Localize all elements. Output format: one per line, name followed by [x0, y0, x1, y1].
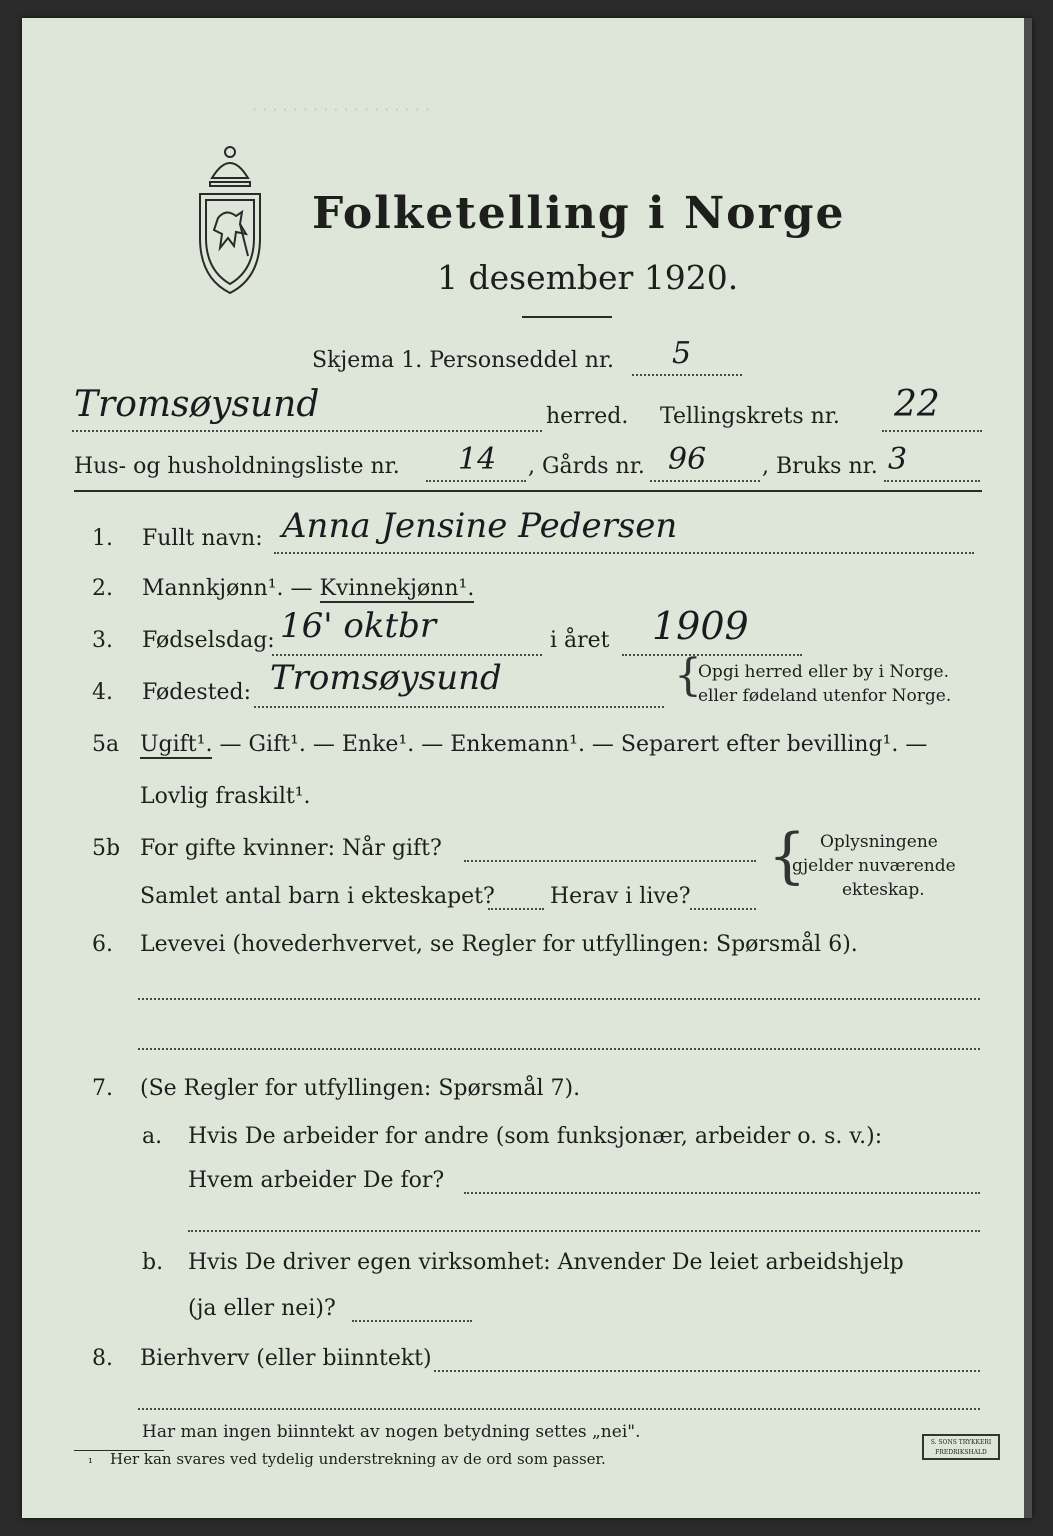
q5b-alive-label: Herav i live? — [550, 884, 691, 909]
gards-label: , Gårds nr. — [528, 454, 645, 479]
bruks-field-line — [884, 480, 980, 482]
herred-value[interactable]: Tromsøysund — [74, 384, 320, 425]
q5b-label: For gifte kvinner: Når gift? — [140, 836, 442, 861]
q1-label: Fullt navn: — [142, 526, 263, 551]
q3-label: Fødselsdag: — [142, 628, 275, 653]
q2-separator: — — [283, 576, 320, 601]
q3-birthday-field-line — [272, 654, 542, 656]
q3-birthday-value[interactable]: 16' oktbr — [280, 606, 437, 646]
q5b-note-line1: Oplysningene — [820, 832, 938, 852]
q4-birthplace-value[interactable]: Tromsøysund — [270, 658, 502, 698]
husholdningsliste-field-line — [426, 480, 526, 482]
q7b-field-line — [352, 1320, 472, 1322]
q7-number: 7. — [92, 1076, 113, 1101]
printer-stamp-line1: S. SONS TRYKKERI — [930, 1439, 992, 1446]
q6-field-line-2 — [138, 1048, 980, 1050]
gards-value[interactable]: 96 — [668, 442, 707, 477]
q2-option-mann[interactable]: Mannkjønn¹. — [142, 576, 284, 601]
q7-label: (Se Regler for utfyllingen: Spørsmål 7). — [140, 1076, 581, 1101]
q5a-line2[interactable]: Lovlig fraskilt¹. — [140, 784, 311, 809]
q3-number: 3. — [92, 628, 113, 653]
q3-year-value[interactable]: 1909 — [652, 604, 749, 648]
printer-stamp — [922, 1434, 1000, 1460]
schema-label: Skjema 1. Personseddel nr. — [312, 348, 615, 373]
husholdningsliste-label: Hus- og husholdningsliste nr. — [74, 454, 400, 479]
q5b-alive-field-line — [690, 908, 756, 910]
q4-field-line — [254, 706, 664, 708]
q6-number: 6. — [92, 932, 113, 957]
q8-field-line-2 — [138, 1408, 980, 1410]
q7a-field-line — [464, 1192, 980, 1194]
q5a-option-ugift-underlined[interactable]: Ugift¹. — [140, 732, 213, 757]
q7b-line2: (ja eller nei)? — [188, 1296, 336, 1321]
q7a-line1: Hvis De arbeider for andre (som funksjonær, arbeider o. s. v.): — [188, 1124, 883, 1149]
q5b-number: 5b — [92, 836, 121, 861]
q5a-other-options[interactable]: — Gift¹. — Enke¹. — Enkemann¹. — Separert efter bevilling¹. — — [212, 732, 928, 757]
tellingskrets-label: Tellingskrets nr. — [660, 404, 840, 429]
q4-label: Fødested: — [142, 680, 252, 705]
q7a-field-line-2 — [188, 1230, 980, 1232]
q5b-note-line2: gjelder nuværende — [792, 856, 956, 876]
bleed-through-text: · · · · · · · · · · · · · · · · · · — [252, 100, 431, 119]
census-form-page — [22, 18, 1032, 1518]
norway-coat-of-arms-icon — [190, 138, 270, 302]
q1-full-name-value[interactable]: Anna Jensine Pedersen — [282, 506, 678, 546]
q1-field-line — [274, 552, 974, 554]
form-date: 1 desember 1920. — [437, 258, 739, 297]
bruks-value[interactable]: 3 — [888, 442, 908, 477]
schema-number-value[interactable]: 5 — [672, 336, 692, 371]
q5a-number: 5a — [92, 732, 120, 757]
q8-number: 8. — [92, 1346, 113, 1371]
q6-label: Levevei (hovederhvervet, se Regler for utfyllingen: Spørsmål 6). — [140, 932, 858, 957]
tellingskrets-value[interactable]: 22 — [894, 384, 940, 425]
q4-note-line1: Opgi herred eller by i Norge. — [698, 662, 949, 682]
q7a-letter: a. — [142, 1124, 163, 1149]
q2-options — [142, 576, 474, 601]
q5a-options — [140, 732, 927, 757]
printer-stamp-line2: FREDRIKSHALD — [935, 1449, 987, 1456]
footer-note: Har man ingen biinntekt av nogen betydning settes „nei". — [142, 1422, 641, 1442]
bruks-label: , Bruks nr. — [762, 454, 878, 479]
q2-option-kvinne-underlined[interactable]: Kvinnekjønn¹. — [319, 576, 475, 601]
form-title: Folketelling i Norge — [312, 188, 846, 239]
q4-number: 4. — [92, 680, 113, 705]
herred-label: herred. — [546, 404, 629, 429]
husholdningsliste-value[interactable]: 14 — [458, 442, 497, 477]
q8-field-line — [434, 1370, 980, 1372]
title-divider — [522, 316, 612, 318]
q5b-note-line3: ekteskap. — [842, 880, 925, 900]
q6-field-line-1 — [138, 998, 980, 1000]
header-divider — [74, 490, 982, 492]
q3-year-label: i året — [550, 628, 610, 653]
q3-year-field-line — [622, 654, 802, 656]
q7b-letter: b. — [142, 1250, 164, 1275]
q5b-children-label: Samlet antal barn i ekteskapet? — [140, 884, 495, 909]
q7b-line1: Hvis De driver egen virksomhet: Anvender De leiet arbeidshjelp — [188, 1250, 904, 1275]
footnote-text: Her kan svares ved tydelig understrekning av de ord som passer. — [110, 1450, 606, 1468]
q4-note-line2: eller fødeland utenfor Norge. — [698, 686, 952, 706]
tellingskrets-field-line — [882, 430, 982, 432]
q5b-children-field-line — [488, 908, 544, 910]
q8-label: Bierhverv (eller biinntekt) — [140, 1346, 432, 1371]
q4-brace: { — [674, 650, 702, 701]
herred-field-line — [72, 430, 542, 432]
q2-number: 2. — [92, 576, 113, 601]
q1-number: 1. — [92, 526, 113, 551]
gards-field-line — [650, 480, 760, 482]
q5b-when-married-field-line — [464, 860, 756, 862]
page-edge-shadow — [1024, 18, 1032, 1518]
q7a-line2: Hvem arbeider De for? — [188, 1168, 445, 1193]
q5b-brace: { — [768, 821, 807, 891]
schema-field-line — [632, 374, 742, 376]
footnote-mark: ¹ — [88, 1456, 93, 1470]
